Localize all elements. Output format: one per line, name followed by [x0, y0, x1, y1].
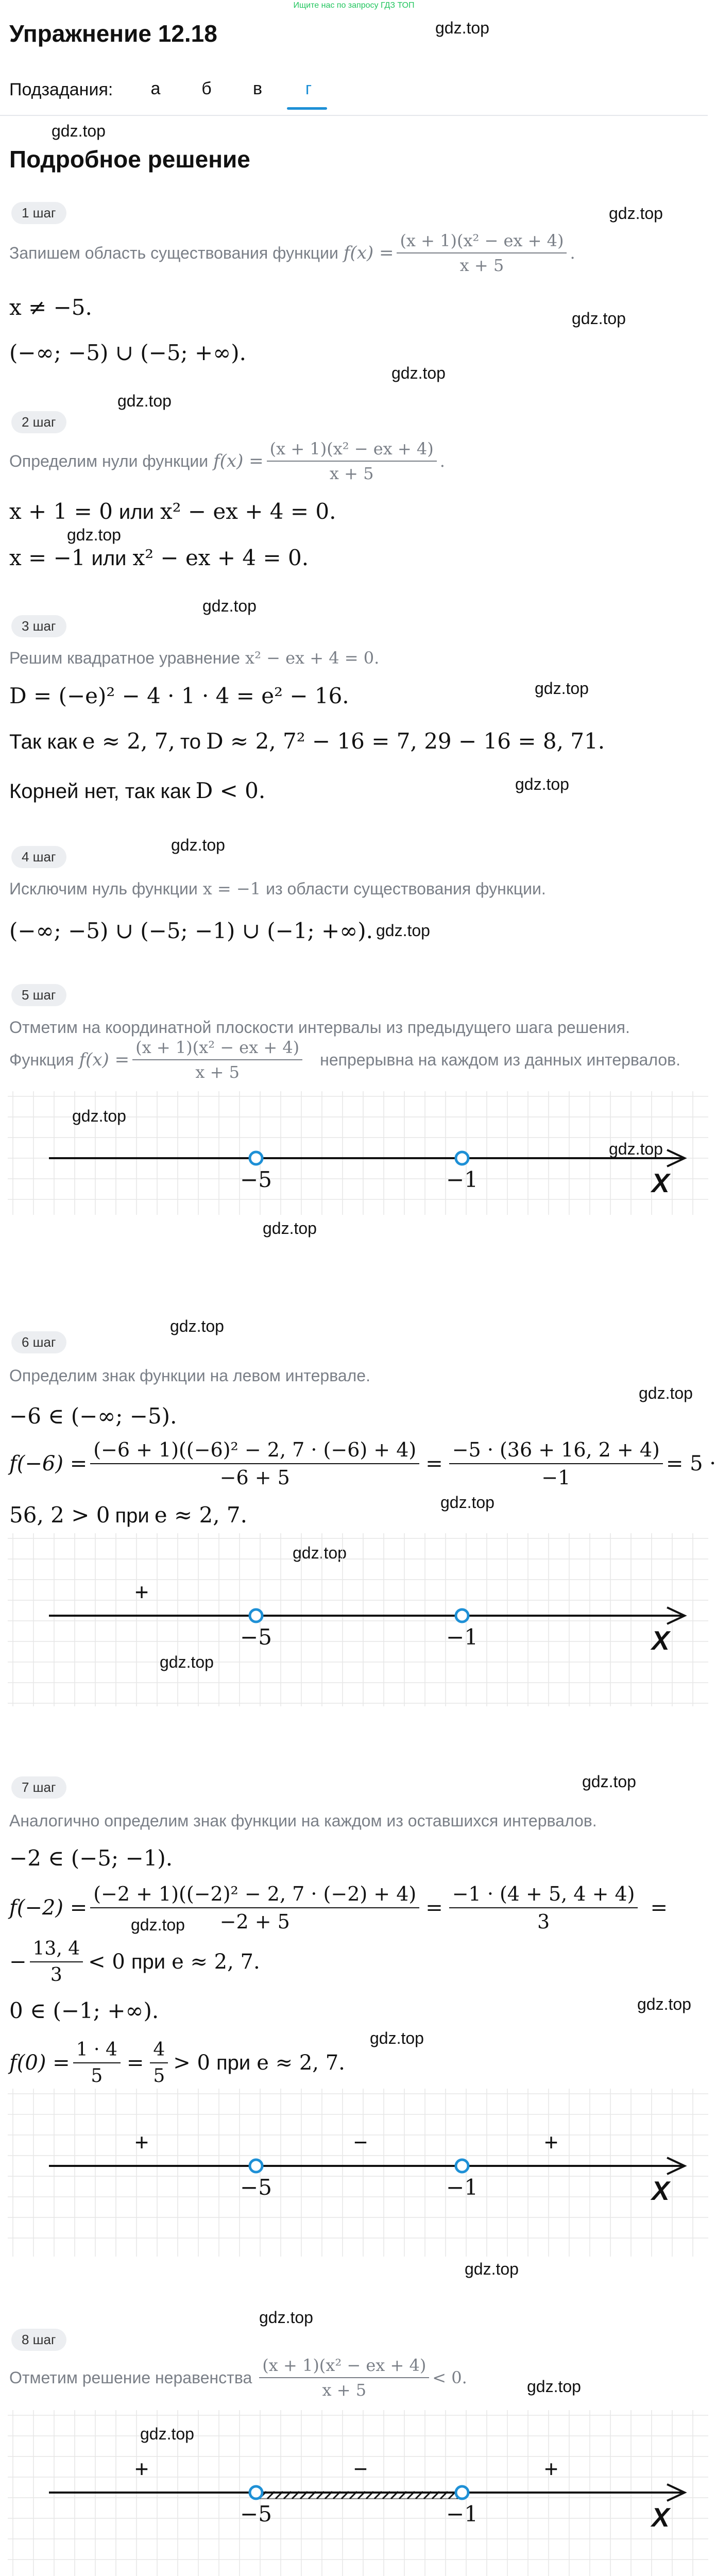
step-5-fx: f(x) =	[79, 1049, 130, 1070]
step-2-frac-den: x + 5	[329, 464, 374, 483]
step-2-root: x = −1	[9, 545, 86, 570]
sign-plus-0: +	[134, 2455, 149, 2482]
step-2-eq-a: x + 1 = 0	[9, 499, 113, 524]
watermark: gdz.top	[527, 2377, 581, 2396]
step-7-interval-2: 0 ∈ (−1; +∞).	[9, 1998, 159, 2023]
watermark: gdz.top	[170, 1317, 224, 1335]
watermark: gdz.top	[535, 679, 589, 698]
point-minus-5-label: −5	[240, 1167, 272, 1192]
step-3-pill: 3 шаг	[11, 615, 66, 637]
step-1-text: Запишем область существования функции	[9, 243, 338, 262]
watermark: gdz.top	[435, 19, 489, 37]
watermark: gdz.top	[171, 836, 225, 854]
step-7-frac3-den: 3	[50, 1964, 62, 1986]
point-minus-1	[456, 1152, 468, 1164]
promo-banner[interactable]: Ищите нас по запросу ГДЗ ТОП	[293, 1, 415, 10]
step-4-text-2: из области существования функции.	[266, 879, 546, 898]
watermark: gdz.top	[582, 1772, 636, 1791]
step-7-frac5-den: 5	[153, 2065, 165, 2087]
step-4-domain: (−∞; −5) ∪ (−5; −1) ∪ (−1; +∞).	[9, 918, 373, 943]
step-1-fx: f(x) =	[343, 243, 394, 263]
point-minus-1-label: −1	[446, 2501, 478, 2527]
tabs-divider	[0, 115, 708, 116]
step-5-func-label: Функция	[9, 1050, 74, 1069]
step-7-text: Аналогично определим знак функции на каждом из оставшихся интервалов.	[9, 1811, 597, 1830]
step-7-when: при	[131, 1950, 166, 1973]
number-line-graph-4	[8, 2410, 708, 2576]
tab-b[interactable]: б	[201, 79, 212, 98]
watermark: gdz.top	[637, 1995, 691, 2013]
step-4-xeq: x = −1	[202, 879, 261, 899]
watermark: gdz.top	[370, 2029, 424, 2047]
watermark: gdz.top	[52, 122, 106, 140]
step-5-frac-num: (x + 1)(x² − ex + 4)	[132, 1038, 302, 1060]
step-6-frac1-den: −6 + 5	[219, 1466, 290, 1489]
step-6-result: 56, 2 > 0	[9, 1502, 110, 1528]
step-8-pill: 8 шаг	[11, 2329, 66, 2351]
page-title: Упражнение 12.18	[9, 20, 217, 47]
point-minus-1-label: −1	[446, 2175, 478, 2200]
point-minus-1-label: −1	[446, 1167, 478, 1192]
point-minus-5	[250, 2486, 262, 2499]
step-1-frac-num: (x + 1)(x² − ex + 4)	[397, 231, 567, 253]
step-8-text: Отметим решение неравенства	[9, 2368, 252, 2387]
step-7-eq: =	[126, 2051, 144, 2075]
step-2-or-2: или	[91, 547, 127, 570]
point-minus-5-label: −5	[240, 1624, 272, 1650]
step-5-frac-den: x + 5	[195, 1062, 240, 1082]
tab-a[interactable]: а	[150, 79, 161, 98]
step-5-text: Отметим на координатной плоскости интервалы из предыдущего шага решения.	[9, 1018, 630, 1037]
step-6-interval: −6 ∈ (−∞; −5).	[9, 1403, 177, 1429]
watermark: gdz.top	[202, 597, 257, 615]
step-6-e-approx: e ≈ 2, 7.	[154, 1502, 247, 1528]
watermark: gdz.top	[440, 1493, 495, 1512]
step-5-pill: 5 шаг	[11, 984, 66, 1006]
step-6-text: Определим знак функции на левом интервале.	[9, 1366, 370, 1385]
step-6-frac1-num: (−6 + 1)((−6)² − 2, 7 · (−6) + 4)	[90, 1438, 419, 1464]
step-3-text: Решим квадратное уравнение	[9, 649, 241, 667]
watermark: gdz.top	[609, 1140, 663, 1158]
point-minus-1-label: −1	[446, 1624, 478, 1650]
step-7-frac3-num: 13, 4	[30, 1938, 83, 1962]
active-tab-underline	[287, 107, 327, 110]
step-3-e-approx: e ≈ 2, 7,	[82, 728, 175, 754]
step-7-equals-end: =	[650, 1896, 668, 1920]
point-minus-1	[456, 2160, 468, 2172]
step-7-frac2-den: 3	[537, 1910, 550, 1933]
step-1-line-2: (−∞; −5) ∪ (−5; +∞).	[9, 340, 246, 365]
step-6-pill: 6 шаг	[11, 1331, 66, 1353]
number-line-graph-3	[8, 2089, 708, 2257]
watermark: gdz.top	[376, 921, 430, 940]
point-minus-1	[456, 2486, 468, 2499]
step-3-since: Так как	[9, 731, 77, 753]
watermark: gdz.top	[259, 2308, 313, 2327]
step-3-then: то	[180, 731, 201, 753]
section-title: Подробное решение	[9, 146, 250, 173]
watermark: gdz.top	[515, 775, 569, 793]
step-7-pill: 7 шаг	[11, 1776, 66, 1799]
step-2-fx: f(x) =	[213, 451, 264, 471]
sign-plus-1: +	[544, 2129, 558, 2156]
watermark: gdz.top	[72, 1107, 126, 1125]
step-6-frac2-den: −1	[541, 1466, 571, 1489]
sign-minus-0: −	[353, 2455, 368, 2482]
point-minus-1	[456, 1609, 468, 1622]
step-3-discriminant: D = (−e)² − 4 · 1 · 4 = e² − 16.	[9, 683, 349, 708]
step-7-greater-zero: > 0	[173, 2051, 210, 2075]
step-7-e-approx-2: e ≈ 2, 7.	[257, 2051, 345, 2075]
step-3-d-value: D ≈ 2, 7² − 16 = 7, 29 − 16 = 8, 71.	[206, 728, 605, 754]
axis-label: X	[652, 2176, 670, 2206]
point-minus-5	[250, 1609, 262, 1622]
step-2-frac-num: (x + 1)(x² − ex + 4)	[267, 439, 437, 462]
step-1-frac-den: x + 5	[459, 256, 504, 275]
step-7-fx: f(−2) =	[9, 1896, 88, 1920]
watermark: gdz.top	[117, 392, 172, 410]
subtasks-label: Подзадания:	[9, 80, 113, 99]
watermark: gdz.top	[609, 204, 663, 223]
sign-plus-0: +	[134, 1579, 149, 1605]
step-1-line-1: x ≠ −5.	[9, 295, 92, 320]
step-6-fx: f(−6) =	[9, 1452, 88, 1476]
step-8-less-zero: < 0.	[432, 2368, 467, 2387]
watermark: gdz.top	[465, 2260, 519, 2278]
step-6-frac2-num: −5 · (36 + 16, 2 + 4)	[449, 1438, 663, 1464]
step-6-tail: = 5 ·	[666, 1452, 716, 1476]
step-7-frac4-num: 1 · 4	[73, 2039, 121, 2063]
step-7-e-approx: e ≈ 2, 7.	[172, 1950, 260, 1974]
step-7-frac1-den: −2 + 5	[219, 1910, 290, 1933]
step-7-frac5-num: 4	[150, 2039, 168, 2063]
axis-label: X	[652, 1168, 670, 1198]
step-7-frac1-num: (−2 + 1)((−2)² − 2, 7 · (−2) + 4)	[90, 1883, 419, 1908]
step-5-continuous: непрерывна на каждом из данных интервалов.	[320, 1050, 681, 1069]
step-6-when: при	[115, 1504, 149, 1527]
point-minus-5-label: −5	[240, 2501, 272, 2527]
step-2-text: Определим нули функции	[9, 451, 209, 470]
tab-v[interactable]: в	[252, 79, 263, 98]
step-2-or: или	[118, 501, 154, 523]
step-3-d-negative: D < 0.	[195, 778, 266, 803]
step-4-pill: 4 шаг	[11, 846, 66, 868]
watermark: gdz.top	[140, 2425, 194, 2443]
step-1-pill: 1 шаг	[11, 202, 66, 224]
step-7-when-2: при	[216, 2051, 251, 2074]
step-2-pill: 2 шаг	[11, 411, 66, 433]
point-minus-5	[250, 2160, 262, 2172]
step-4-text: Исключим нуль функции	[9, 879, 198, 898]
step-2-eq-c: x² − ex + 4 = 0.	[132, 545, 309, 570]
point-minus-5	[250, 1152, 262, 1164]
axis-label: X	[652, 2503, 670, 2533]
grid	[8, 1533, 708, 1706]
step-7-f0: f(0) =	[9, 2051, 70, 2075]
step-7-interval: −2 ∈ (−5; −1).	[9, 1845, 173, 1871]
step-7-frac4-den: 5	[91, 2065, 103, 2087]
tab-g[interactable]: г	[305, 79, 312, 98]
watermark: gdz.top	[131, 1916, 185, 1934]
sign-plus-1: +	[544, 2455, 558, 2482]
axis-label: X	[652, 1626, 670, 1656]
watermark: gdz.top	[67, 526, 121, 544]
sign-minus-0: −	[353, 2129, 368, 2156]
step-2-eq-b: x² − ex + 4 = 0.	[160, 499, 336, 524]
step-8-frac-num: (x + 1)(x² − ex + 4)	[259, 2355, 429, 2378]
watermark: gdz.top	[160, 1653, 214, 1671]
step-3-eq: x² − ex + 4 = 0.	[245, 648, 380, 668]
point-minus-5-label: −5	[240, 2175, 272, 2200]
grid	[8, 2089, 708, 2257]
sign-plus-0: +	[134, 2129, 149, 2156]
watermark: gdz.top	[293, 1544, 347, 1562]
step-7-minus: −	[9, 1950, 27, 1974]
step-7-less-zero: < 0	[88, 1950, 125, 1974]
watermark: gdz.top	[572, 309, 626, 328]
watermark: gdz.top	[391, 364, 446, 382]
watermark: gdz.top	[639, 1384, 693, 1402]
number-line-graph-2	[8, 1533, 708, 1706]
watermark: gdz.top	[263, 1219, 317, 1238]
step-3-no-roots: Корней нет, так как	[9, 780, 191, 803]
step-7-frac2-num: −1 · (4 + 5, 4 + 4)	[449, 1883, 638, 1908]
step-8-frac-den: x + 5	[322, 2380, 367, 2400]
